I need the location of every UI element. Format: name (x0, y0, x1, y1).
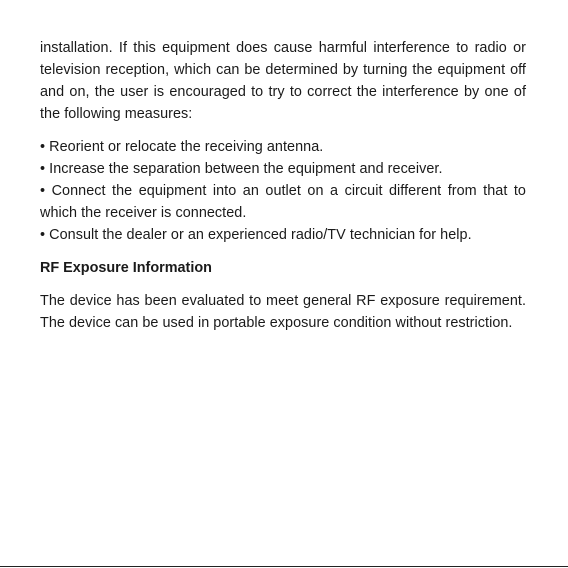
list-item (40, 224, 526, 246)
section-heading: RF Exposure Information (40, 260, 212, 276)
bullet-icon: • (40, 139, 46, 155)
intro-paragraph: installation. If this equipment does cause harmful interference to radio or television reception, which can be determined by turning the equipment off and on, the user is encouraged to try to correct the interference by one of the following measures: (40, 40, 526, 122)
measures-list (40, 136, 526, 246)
rf-exposure-paragraph: The device has been evaluated to meet general RF exposure requirement. The device can be used in portable exposure condition without restriction. (40, 293, 526, 331)
list-item (40, 136, 526, 158)
list-item (40, 158, 526, 180)
list-item-text: Connect the equipment into an outlet on a circuit different from that to which the receiver is connected. (40, 183, 526, 221)
bullet-icon: • (40, 183, 46, 199)
list-item-text: Reorient or relocate the receiving antenna. (49, 139, 324, 155)
bullet-icon: • (40, 227, 46, 243)
document-page (40, 37, 526, 334)
list-item-text: Increase the separation between the equipment and receiver. (49, 161, 443, 177)
bullet-icon: • (40, 161, 46, 177)
list-item (40, 180, 526, 224)
list-item-text: Consult the dealer or an experienced radio/TV technician for help. (49, 227, 472, 243)
bottom-divider (0, 566, 568, 567)
